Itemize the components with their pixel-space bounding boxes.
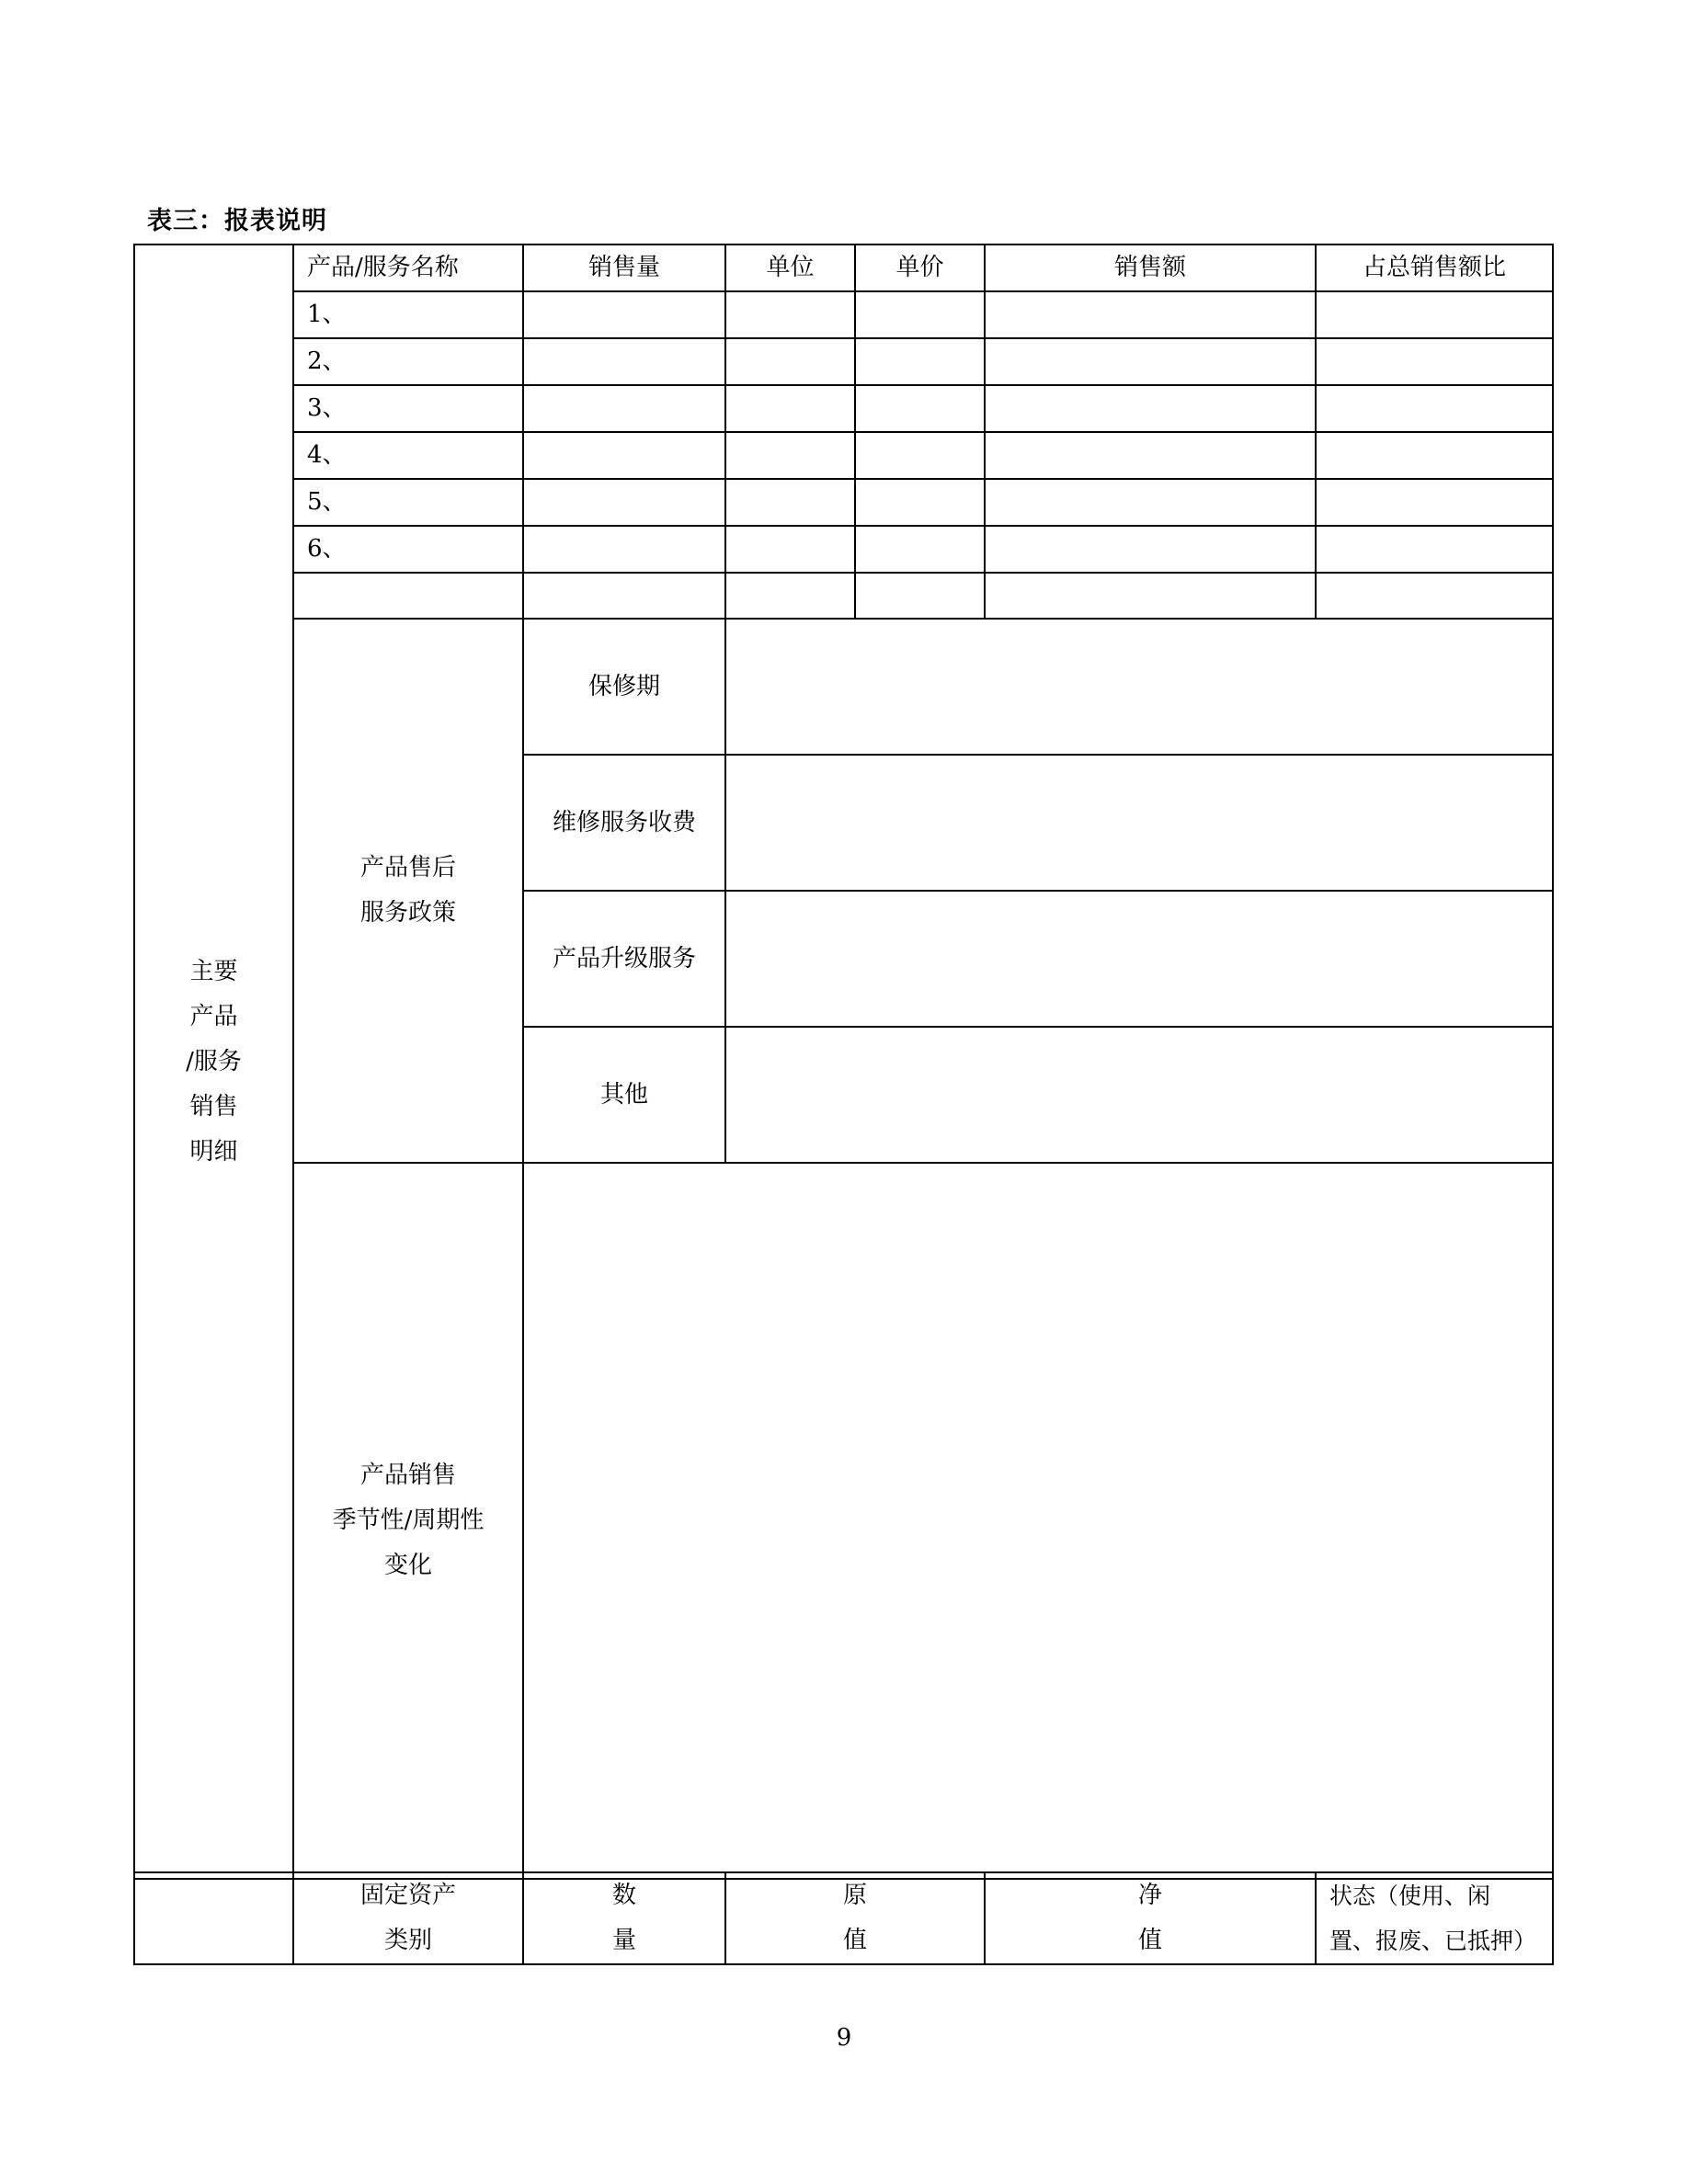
sales-header-row [134,245,1553,291]
sales-volume-cell[interactable] [523,338,725,385]
seasonal-field[interactable] [523,1163,1553,1879]
unit-cell[interactable] [725,479,855,526]
sales-volume-cell[interactable] [523,291,725,338]
sales-volume-cell[interactable] [523,385,725,432]
header-sales-volume: 销售量 [523,245,725,291]
repair-fee-label: 维修服务收费 [523,755,725,891]
header-product-name: 产品/服务名称 [293,245,523,291]
row-name-cell[interactable]: 2、 [293,338,523,385]
section-label-main-products: 主要 产品 /服务 销售 明细 [134,245,293,1879]
fixed-assets-table [133,1871,1554,1965]
original-value-header: 原 值 [725,1872,985,1964]
unit-cell[interactable] [725,432,855,479]
sales-share-cell[interactable] [1316,432,1553,479]
table-row [134,291,1553,338]
sales-amount-cell[interactable] [985,385,1316,432]
upgrade-service-label: 产品升级服务 [523,891,725,1027]
after-sales-row [134,619,1553,755]
header-sales-amount: 销售额 [985,245,1316,291]
sales-share-cell[interactable] [1316,573,1553,619]
sales-amount-cell[interactable] [985,432,1316,479]
other-label: 其他 [523,1027,725,1163]
table-row [134,432,1553,479]
header-sales-share: 占总销售额比 [1316,245,1553,291]
row-name-cell[interactable]: 3、 [293,385,523,432]
after-sales-label: 产品售后 服务政策 [293,619,523,1163]
sales-share-cell[interactable] [1316,338,1553,385]
sales-amount-cell[interactable] [985,526,1316,573]
sales-volume-cell[interactable] [523,573,725,619]
fixed-asset-category-header: 固定资产 类别 [293,1872,523,1964]
unit-price-cell[interactable] [855,338,985,385]
table-row [134,479,1553,526]
unit-cell[interactable] [725,338,855,385]
table-row [134,526,1553,573]
header-unit: 单位 [725,245,855,291]
sales-share-cell[interactable] [1316,479,1553,526]
unit-cell[interactable] [725,385,855,432]
table-row [134,385,1553,432]
unit-cell[interactable] [725,573,855,619]
sales-amount-cell[interactable] [985,338,1316,385]
row-name-cell[interactable]: 1、 [293,291,523,338]
sales-volume-cell[interactable] [523,432,725,479]
sales-share-cell[interactable] [1316,291,1553,338]
seasonal-label: 产品销售 季节性/周期性 变化 [293,1163,523,1879]
row-name-cell[interactable]: 6、 [293,526,523,573]
net-value-header: 净 值 [985,1872,1316,1964]
quantity-header: 数 量 [523,1872,725,1964]
unit-price-cell[interactable] [855,385,985,432]
unit-price-cell[interactable] [855,479,985,526]
unit-price-cell[interactable] [855,291,985,338]
page-number: 9 [836,2024,852,2052]
sales-amount-cell[interactable] [985,573,1316,619]
table-row [134,338,1553,385]
unit-cell[interactable] [725,526,855,573]
sales-share-cell[interactable] [1316,526,1553,573]
fixed-assets-header-row [134,1872,1553,1964]
table-title: 表三：报表说明 [147,207,327,235]
repair-fee-field[interactable] [725,755,1553,891]
row-name-cell[interactable]: 5、 [293,479,523,526]
seasonal-row [134,1163,1553,1879]
row-name-cell[interactable] [293,573,523,619]
warranty-field[interactable] [725,619,1553,755]
row-name-cell[interactable]: 4、 [293,432,523,479]
sales-amount-cell[interactable] [985,291,1316,338]
sales-share-cell[interactable] [1316,385,1553,432]
table-row [134,573,1553,619]
sales-volume-cell[interactable] [523,526,725,573]
upgrade-service-field[interactable] [725,891,1553,1027]
fixed-assets-label-cell [134,1872,293,1964]
header-unit-price: 单价 [855,245,985,291]
unit-price-cell[interactable] [855,432,985,479]
sales-amount-cell[interactable] [985,479,1316,526]
sales-volume-cell[interactable] [523,479,725,526]
status-header: 状态（使用、闲 置、报废、已抵押） [1316,1872,1553,1964]
report-table [133,244,1554,1880]
warranty-label: 保修期 [523,619,725,755]
unit-price-cell[interactable] [855,573,985,619]
other-field[interactable] [725,1027,1553,1163]
unit-price-cell[interactable] [855,526,985,573]
unit-cell[interactable] [725,291,855,338]
